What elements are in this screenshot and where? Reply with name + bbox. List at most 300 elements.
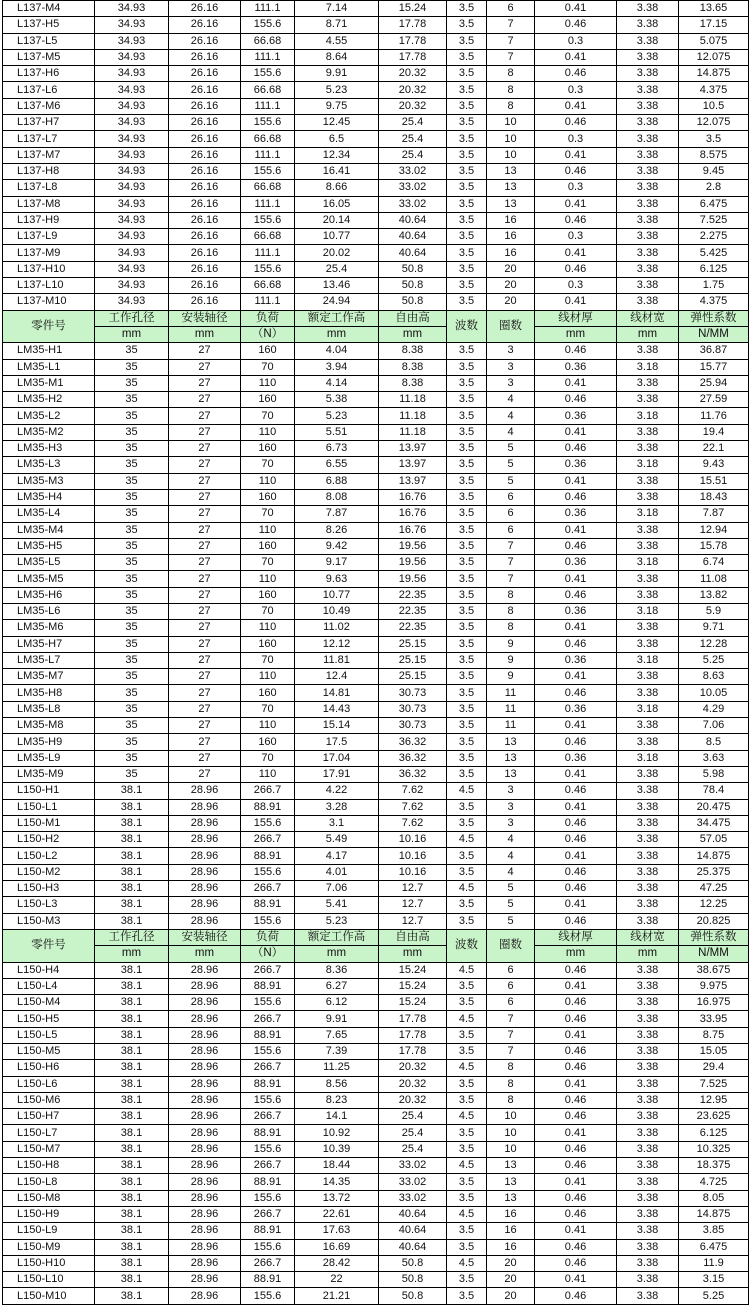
- part-number-cell: L150-L5: [3, 1027, 95, 1043]
- table-cell: 3.85: [679, 1223, 749, 1239]
- table-cell: 6.55: [295, 457, 379, 473]
- table-cell: 0.46: [535, 734, 617, 750]
- table-cell: 3.38: [617, 229, 679, 245]
- table-cell: 3.5: [447, 1174, 487, 1190]
- table-cell: 3.38: [617, 17, 679, 33]
- table-cell: 7: [487, 1044, 535, 1060]
- table-cell: 3.5: [447, 864, 487, 880]
- table-cell: 3.38: [617, 848, 679, 864]
- table-cell: 266.7: [241, 881, 295, 897]
- table-cell: 35: [95, 750, 169, 766]
- table-cell: 4.5: [447, 1255, 487, 1271]
- table-cell: 38.1: [95, 1076, 169, 1092]
- table-cell: 11.25: [295, 1060, 379, 1076]
- table-cell: 3.5: [447, 1027, 487, 1043]
- table-cell: 6.27: [295, 978, 379, 994]
- table-cell: 0.41: [535, 1174, 617, 1190]
- table-cell: 34.93: [95, 163, 169, 179]
- table-cell: 6.475: [679, 1239, 749, 1255]
- table-cell: 3.5: [447, 587, 487, 603]
- part-number-cell: L150-M8: [3, 1190, 95, 1206]
- table-cell: 38.1: [95, 897, 169, 913]
- table-cell: 3.5: [447, 815, 487, 831]
- table-row: [3, 897, 749, 913]
- table-cell: 6: [487, 489, 535, 505]
- table-cell: 3.5: [447, 734, 487, 750]
- table-cell: 266.7: [241, 1255, 295, 1271]
- table-cell: 6.12: [295, 995, 379, 1011]
- table-cell: 25.94: [679, 375, 749, 391]
- table-cell: 26.16: [169, 49, 241, 65]
- table-cell: 5: [487, 441, 535, 457]
- table-cell: 15.51: [679, 473, 749, 489]
- table-row: [3, 33, 749, 49]
- table-cell: 26.16: [169, 229, 241, 245]
- table-cell: 3.5: [447, 1239, 487, 1255]
- table-cell: 10.92: [295, 1125, 379, 1141]
- table-row: [3, 1060, 749, 1076]
- table-cell: 9.71: [679, 620, 749, 636]
- header-cell: 额定工作高: [295, 929, 379, 945]
- table-cell: 5: [487, 457, 535, 473]
- table-cell: 38.1: [95, 832, 169, 848]
- table-cell: 3.5: [447, 913, 487, 929]
- table-cell: 3.5: [447, 1076, 487, 1092]
- table-cell: 3.5: [447, 359, 487, 375]
- table-row: [3, 98, 749, 114]
- table-cell: 3.5: [447, 115, 487, 131]
- part-number-cell: L150-M7: [3, 1141, 95, 1157]
- table-cell: 0.41: [535, 1027, 617, 1043]
- table-cell: 66.68: [241, 180, 295, 196]
- table-row: [3, 408, 749, 424]
- table-cell: 3.5: [447, 555, 487, 571]
- table-cell: 35: [95, 408, 169, 424]
- table-cell: 35: [95, 587, 169, 603]
- table-cell: 26.16: [169, 212, 241, 228]
- table-cell: 38.1: [95, 1255, 169, 1271]
- table-cell: 3.5: [447, 408, 487, 424]
- table-cell: 155.6: [241, 1092, 295, 1108]
- table-cell: 22.61: [295, 1206, 379, 1222]
- table-cell: 26.16: [169, 98, 241, 114]
- table-cell: 3.5: [447, 163, 487, 179]
- table-cell: 4.375: [679, 82, 749, 98]
- table-cell: 3.5: [447, 995, 487, 1011]
- table-row: [3, 718, 749, 734]
- table-cell: 40.64: [379, 245, 447, 261]
- table-cell: 35: [95, 603, 169, 619]
- table-cell: 3.38: [617, 995, 679, 1011]
- table-cell: 3.5: [447, 522, 487, 538]
- part-number-cell: LM35-H3: [3, 441, 95, 457]
- table-cell: 3: [487, 343, 535, 359]
- table-cell: 27: [169, 587, 241, 603]
- table-cell: 35: [95, 506, 169, 522]
- table-cell: 160: [241, 538, 295, 554]
- table-cell: 88.91: [241, 1174, 295, 1190]
- table-cell: 155.6: [241, 17, 295, 33]
- table-cell: 9.91: [295, 1011, 379, 1027]
- table-cell: 4.5: [447, 1109, 487, 1125]
- table-cell: 15.05: [679, 1044, 749, 1060]
- table-cell: 3.38: [617, 685, 679, 701]
- table-row: [3, 261, 749, 277]
- part-number-cell: L150-H6: [3, 1060, 95, 1076]
- table-cell: 6: [487, 978, 535, 994]
- table-cell: 34.475: [679, 815, 749, 831]
- table-cell: 5.23: [295, 408, 379, 424]
- table-cell: 88.91: [241, 848, 295, 864]
- table-cell: 66.68: [241, 278, 295, 294]
- table-cell: 38.1: [95, 962, 169, 978]
- table-cell: 4.5: [447, 1206, 487, 1222]
- table-cell: 40.64: [379, 212, 447, 228]
- table-cell: 3.38: [617, 522, 679, 538]
- table-cell: 3.38: [617, 1076, 679, 1092]
- table-cell: 5.25: [679, 652, 749, 668]
- table-cell: 3.38: [617, 1060, 679, 1076]
- table-cell: 0.41: [535, 620, 617, 636]
- table-cell: 155.6: [241, 913, 295, 929]
- table-cell: 17.78: [379, 1011, 447, 1027]
- table-cell: 4: [487, 864, 535, 880]
- table-cell: 35: [95, 669, 169, 685]
- table-cell: 27: [169, 652, 241, 668]
- table-cell: 88.91: [241, 1223, 295, 1239]
- table-cell: 266.7: [241, 962, 295, 978]
- table-row: [3, 636, 749, 652]
- table-cell: 3.38: [617, 131, 679, 147]
- part-number-cell: L150-H4: [3, 962, 95, 978]
- table-cell: 11: [487, 701, 535, 717]
- table-cell: 88.91: [241, 1125, 295, 1141]
- table-cell: 0.41: [535, 473, 617, 489]
- table-cell: 11.02: [295, 620, 379, 636]
- table-cell: 38.1: [95, 864, 169, 880]
- table-cell: 36.87: [679, 343, 749, 359]
- table-cell: 3.38: [617, 620, 679, 636]
- table-cell: 5.23: [295, 82, 379, 98]
- table-cell: 4: [487, 848, 535, 864]
- table-cell: 26.16: [169, 17, 241, 33]
- table-cell: 40.64: [379, 1223, 447, 1239]
- table-cell: 24.94: [295, 294, 379, 310]
- part-number-cell: L150-H2: [3, 832, 95, 848]
- table-cell: 0.46: [535, 1158, 617, 1174]
- table-cell: 4.5: [447, 832, 487, 848]
- table-cell: 26.16: [169, 163, 241, 179]
- table-cell: 14.875: [679, 1206, 749, 1222]
- part-number-cell: L137-H6: [3, 66, 95, 82]
- table-cell: 27: [169, 392, 241, 408]
- table-cell: 3.38: [617, 1092, 679, 1108]
- table-cell: 13: [487, 163, 535, 179]
- table-cell: 3.5: [447, 196, 487, 212]
- table-cell: 3.38: [617, 669, 679, 685]
- table-cell: 38.1: [95, 815, 169, 831]
- table-cell: 0.46: [535, 343, 617, 359]
- header-unit-cell: mm: [95, 326, 169, 342]
- table-cell: 25.15: [379, 652, 447, 668]
- table-cell: 3.38: [617, 864, 679, 880]
- table-cell: 0.41: [535, 49, 617, 65]
- table-cell: 16: [487, 229, 535, 245]
- part-number-cell: L150-H1: [3, 783, 95, 799]
- table-cell: 4: [487, 832, 535, 848]
- table-cell: 70: [241, 750, 295, 766]
- table-cell: 35: [95, 473, 169, 489]
- table-cell: 9: [487, 636, 535, 652]
- header-row: [3, 310, 749, 326]
- table-cell: 6: [487, 962, 535, 978]
- table-cell: 38.1: [95, 848, 169, 864]
- table-row: [3, 620, 749, 636]
- table-cell: 16.76: [379, 506, 447, 522]
- table-cell: 111.1: [241, 294, 295, 310]
- table-cell: 110: [241, 571, 295, 587]
- table-cell: 7: [487, 538, 535, 554]
- table-cell: 50.8: [379, 261, 447, 277]
- table-cell: 0.46: [535, 538, 617, 554]
- part-number-cell: LM35-M2: [3, 424, 95, 440]
- table-cell: 3.5: [447, 33, 487, 49]
- table-cell: 110: [241, 473, 295, 489]
- table-cell: 266.7: [241, 832, 295, 848]
- table-cell: 8.5: [679, 734, 749, 750]
- table-cell: 35: [95, 555, 169, 571]
- table-cell: 34.93: [95, 147, 169, 163]
- table-cell: 3.63: [679, 750, 749, 766]
- table-cell: 3.38: [617, 913, 679, 929]
- table-cell: 3.5: [447, 652, 487, 668]
- table-row: [3, 359, 749, 375]
- table-cell: 25.4: [379, 1141, 447, 1157]
- table-cell: 17.5: [295, 734, 379, 750]
- table-cell: 14.43: [295, 701, 379, 717]
- table-cell: 5.49: [295, 832, 379, 848]
- table-cell: 3.5: [447, 1092, 487, 1108]
- header-cell: 额定工作高: [295, 310, 379, 326]
- table-cell: 155.6: [241, 995, 295, 1011]
- part-number-cell: L150-L9: [3, 1223, 95, 1239]
- table-row: [3, 1011, 749, 1027]
- table-cell: 0.3: [535, 82, 617, 98]
- table-cell: 7.87: [295, 506, 379, 522]
- part-number-cell: LM35-M7: [3, 669, 95, 685]
- table-cell: 66.68: [241, 33, 295, 49]
- table-cell: 0.3: [535, 229, 617, 245]
- table-cell: 18.43: [679, 489, 749, 505]
- table-row: [3, 115, 749, 131]
- table-cell: 9.45: [679, 163, 749, 179]
- table-cell: 13: [487, 1158, 535, 1174]
- table-cell: 23.625: [679, 1109, 749, 1125]
- table-cell: 13: [487, 750, 535, 766]
- table-cell: 12.7: [379, 881, 447, 897]
- table-row: [3, 522, 749, 538]
- part-number-cell: L137-H5: [3, 17, 95, 33]
- part-number-cell: L137-L6: [3, 82, 95, 98]
- table-cell: 27: [169, 734, 241, 750]
- header-unit-cell: mm: [169, 326, 241, 342]
- table-cell: 6.88: [295, 473, 379, 489]
- table-cell: 27: [169, 636, 241, 652]
- table-cell: 28.96: [169, 978, 241, 994]
- table-cell: 266.7: [241, 1158, 295, 1174]
- table-cell: 38.1: [95, 881, 169, 897]
- table-cell: 11: [487, 718, 535, 734]
- table-cell: 12.7: [379, 913, 447, 929]
- table-cell: 3.38: [617, 343, 679, 359]
- table-cell: 38.1: [95, 1109, 169, 1125]
- table-cell: 14.875: [679, 66, 749, 82]
- part-number-cell: L137-L8: [3, 180, 95, 196]
- part-number-cell: LM35-L6: [3, 603, 95, 619]
- table-cell: 8: [487, 1060, 535, 1076]
- table-cell: 34.93: [95, 17, 169, 33]
- table-cell: 5.075: [679, 33, 749, 49]
- table-cell: 0.41: [535, 848, 617, 864]
- table-cell: 35: [95, 701, 169, 717]
- part-number-cell: L150-M4: [3, 995, 95, 1011]
- table-cell: 3.38: [617, 766, 679, 782]
- table-cell: 3.38: [617, 538, 679, 554]
- part-number-cell: L150-M6: [3, 1092, 95, 1108]
- table-cell: 13.97: [379, 473, 447, 489]
- table-cell: 3.38: [617, 163, 679, 179]
- part-number-cell: L150-M1: [3, 815, 95, 831]
- table-cell: 7.65: [295, 1027, 379, 1043]
- part-number-cell: L150-M10: [3, 1288, 95, 1304]
- table-cell: 25.15: [379, 669, 447, 685]
- table-cell: 8.38: [379, 359, 447, 375]
- table-cell: 26.16: [169, 1, 241, 17]
- table-cell: 3.5: [447, 343, 487, 359]
- table-cell: 35: [95, 375, 169, 391]
- table-cell: 0.41: [535, 424, 617, 440]
- table-cell: 19.4: [679, 424, 749, 440]
- table-cell: 110: [241, 766, 295, 782]
- table-cell: 28.96: [169, 783, 241, 799]
- table-cell: 3.5: [447, 375, 487, 391]
- table-cell: 3.38: [617, 294, 679, 310]
- table-cell: 3: [487, 783, 535, 799]
- table-cell: 0.36: [535, 701, 617, 717]
- table-cell: 33.02: [379, 1158, 447, 1174]
- table-cell: 10.77: [295, 587, 379, 603]
- table-cell: 4.04: [295, 343, 379, 359]
- table-cell: 8: [487, 98, 535, 114]
- table-cell: 160: [241, 392, 295, 408]
- table-cell: 160: [241, 489, 295, 505]
- table-cell: 6: [487, 995, 535, 1011]
- table-cell: 38.1: [95, 1206, 169, 1222]
- part-number-cell: LM35-L4: [3, 506, 95, 522]
- table-cell: 3.38: [617, 115, 679, 131]
- table-cell: 33.02: [379, 163, 447, 179]
- table-cell: 0.46: [535, 1141, 617, 1157]
- table-cell: 266.7: [241, 783, 295, 799]
- table-cell: 4: [487, 408, 535, 424]
- table-cell: 29.4: [679, 1060, 749, 1076]
- table-cell: 13.97: [379, 441, 447, 457]
- table-cell: 40.64: [379, 1239, 447, 1255]
- table-cell: 0.41: [535, 766, 617, 782]
- table-cell: 27: [169, 375, 241, 391]
- table-cell: 3.18: [617, 603, 679, 619]
- table-cell: 3.38: [617, 245, 679, 261]
- table-cell: 22.35: [379, 587, 447, 603]
- table-row: [3, 424, 749, 440]
- table-row: [3, 1027, 749, 1043]
- table-row: [3, 1125, 749, 1141]
- header-unit-cell: N/MM: [679, 946, 749, 962]
- table-cell: 34.93: [95, 212, 169, 228]
- part-number-cell: L150-L6: [3, 1076, 95, 1092]
- table-cell: 11: [487, 685, 535, 701]
- table-row: [3, 766, 749, 782]
- table-row: [3, 49, 749, 65]
- part-number-cell: L150-H7: [3, 1109, 95, 1125]
- table-cell: 12.4: [295, 669, 379, 685]
- table-cell: 28.96: [169, 1239, 241, 1255]
- table-cell: 3.18: [617, 408, 679, 424]
- table-cell: 8.64: [295, 49, 379, 65]
- header-cell: 波数: [447, 929, 487, 962]
- table-cell: 11.76: [679, 408, 749, 424]
- table-cell: 3.5: [447, 750, 487, 766]
- table-cell: 0.41: [535, 1, 617, 17]
- part-number-cell: LM35-M6: [3, 620, 95, 636]
- table-cell: 160: [241, 636, 295, 652]
- table-cell: 155.6: [241, 815, 295, 831]
- table-cell: 0.41: [535, 294, 617, 310]
- table-cell: 35: [95, 685, 169, 701]
- table-cell: 3.38: [617, 375, 679, 391]
- table-cell: 27: [169, 441, 241, 457]
- table-cell: 3.5: [447, 766, 487, 782]
- table-cell: 8.38: [379, 343, 447, 359]
- table-cell: 17.91: [295, 766, 379, 782]
- table-cell: 27: [169, 408, 241, 424]
- table-cell: 17.78: [379, 49, 447, 65]
- table-cell: 3.18: [617, 652, 679, 668]
- table-cell: 0.46: [535, 1011, 617, 1027]
- table-cell: 27: [169, 685, 241, 701]
- table-cell: 12.12: [295, 636, 379, 652]
- table-cell: 10.325: [679, 1141, 749, 1157]
- table-cell: 13: [487, 1190, 535, 1206]
- table-cell: 3.5: [447, 978, 487, 994]
- header-cell: 圈数: [487, 929, 535, 962]
- table-row: [3, 978, 749, 994]
- table-cell: 110: [241, 620, 295, 636]
- table-cell: 26.16: [169, 196, 241, 212]
- table-cell: 0.41: [535, 718, 617, 734]
- table-cell: 3.38: [617, 278, 679, 294]
- table-row: [3, 196, 749, 212]
- table-cell: 3.5: [447, 506, 487, 522]
- table-cell: 4.5: [447, 1060, 487, 1076]
- table-cell: 3.38: [617, 1109, 679, 1125]
- table-cell: 0.41: [535, 571, 617, 587]
- table-cell: 20.02: [295, 245, 379, 261]
- table-cell: 3.38: [617, 1190, 679, 1206]
- table-cell: 70: [241, 457, 295, 473]
- table-cell: 16.76: [379, 489, 447, 505]
- table-cell: 8.56: [295, 1076, 379, 1092]
